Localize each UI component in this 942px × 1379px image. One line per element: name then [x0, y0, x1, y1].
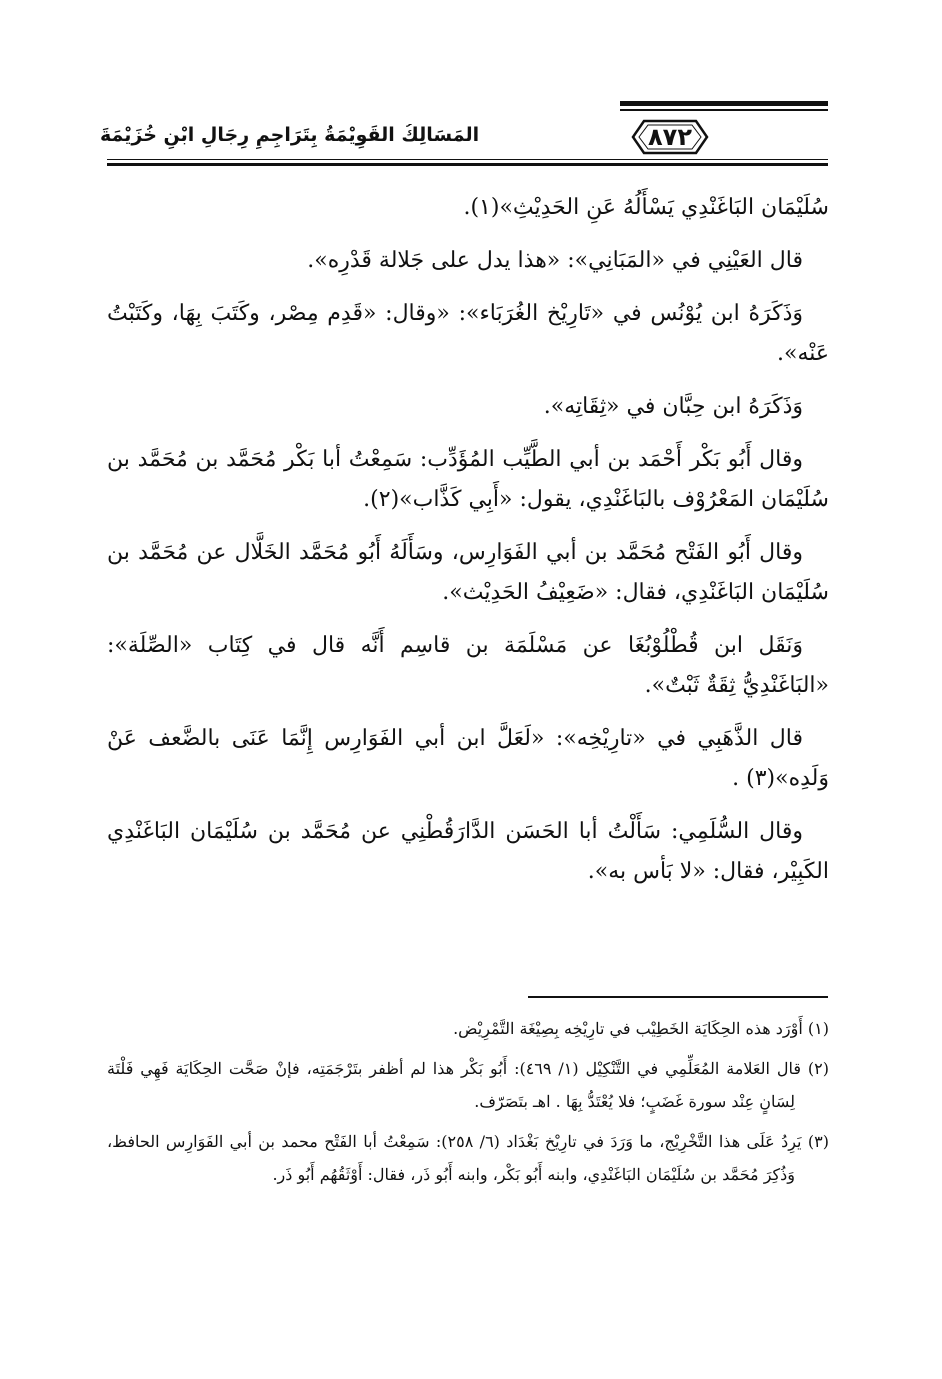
paragraph: وقال أَبُو بَكْر أَحْمَد بن أبي الطَّيِّب المُؤَدِّب: سَمِعْتُ أبا بَكْر مُحَمَّد بن مُحَمَّد بن سُلَيْمَان المَعْرُوْف بالبَاغَنْدِي، يقول: «أَبِي كَذَّاب»(٢). [107, 447, 829, 512]
header-rule-thick [107, 163, 828, 166]
paragraph: وَذَكَرَهُ ابن حِبَّان في «ثِقَاتِه». [543, 394, 803, 419]
footnote: (٣) يَرِدُ عَلَى هذا التَّخْرِيْج، ما وَرَدَ في تارِيْخ بَغْدَاد (٦/ ٢٥٨): سَمِعْتُ أبا الفَتْح محمد بن أبي الفَوَارِس الحافظ، وَذُكِرَ مُحَمَّد بن سُلَيْمَان البَاغَنْدِي، وابنه أَبُو بَكْر، وابنه أَبُو ذَر، فقال: أَوْثَقُهُم أَبُو ذَر. [107, 1132, 829, 1184]
header-rule-thin [107, 159, 828, 160]
paragraph: وقال السُّلَمِي: سَأَلْتُ أبا الحَسَن الدَّارَقُطْنِي عن مُحَمَّد بن سُلَيْمَان البَاغَنْدِي الكَبِيْر، فقال: «لا بَأس به». [107, 819, 829, 884]
paragraph: قال العَيْنِي في «المَبَانِي»: «هذا يدل على جَلالة قَدْرِه». [307, 248, 803, 273]
footnote: (١) أَوْرَد هذه الحِكَايَة الخَطِيْب في تارِيْخِه بِصِيْغَة التَّمْرِيْض. [453, 1019, 829, 1038]
footnote: (٢) قال العَلامة المُعَلِّمِي في التَّنْكِيْل (١/ ٤٦٩): أَبُو بَكْر هذا لم أظفر بتَرْجَمَتِه، فإنْ صَحَّت الحِكَايَة فَهِي فَلْتَة لِسَانٍ عِنْد سورة غَضَبٍ؛ فلا يُعْتَدُّ بِهَا . اهـ بتَصَرّف. [107, 1059, 829, 1111]
paragraph: وَنَقَل ابن قُطْلُوْبُغَا عن مَسْلَمَة بن قاسِم أَنَّه قال في كِتَاب «الصِّلَة»: «البَاغَنْدِيُّ ثِقَةٌ ثَبْتٌ». [107, 633, 829, 698]
paragraph: وَذَكَرَهُ ابن يُوْنُس في «تَارِيْخ الغُرَبَاء»: «وقال: «قَدِم مِصْر، وكَتَبَ بِهَا، وكَتَبْتُ عَنْه». [107, 301, 829, 366]
header-top-rule [620, 101, 828, 106]
paragraph: قال الذَّهَبِي في «تارِيْخِه»: «لَعَلَّ ابن أبي الفَوَارِس إِنَّمَا عَنَى بالضَّعف عَنْ وَلَدِه»(٣) . [107, 726, 829, 791]
header-top-rule-thin [620, 109, 828, 111]
main-text [107, 188, 829, 905]
paragraph: سُلَيْمَان البَاغَنْدِي يَسْأَلُهُ عَنِ الحَدِيْثِ»(١). [463, 195, 829, 220]
page-number: ٨٧٢ [648, 123, 692, 151]
paragraph: وقال أَبُو الفَتْح مُحَمَّد بن أبي الفَوَارِس، وسَأَلَهُ أَبُو مُحَمَّد الخَلَّال عن مُحَمَّد بن سُلَيْمَان البَاغَنْدِي، فقال: «ضَعِيْفُ الحَدِيْث». [107, 540, 829, 605]
footnote-separator [528, 996, 828, 998]
footnotes [107, 1012, 829, 1198]
running-title: المَسَالِكُ القَوِيْمَةُ بِتَرَاجِمِ رِجَالِ ابْنِ خُزَيْمَةَ [100, 124, 480, 146]
